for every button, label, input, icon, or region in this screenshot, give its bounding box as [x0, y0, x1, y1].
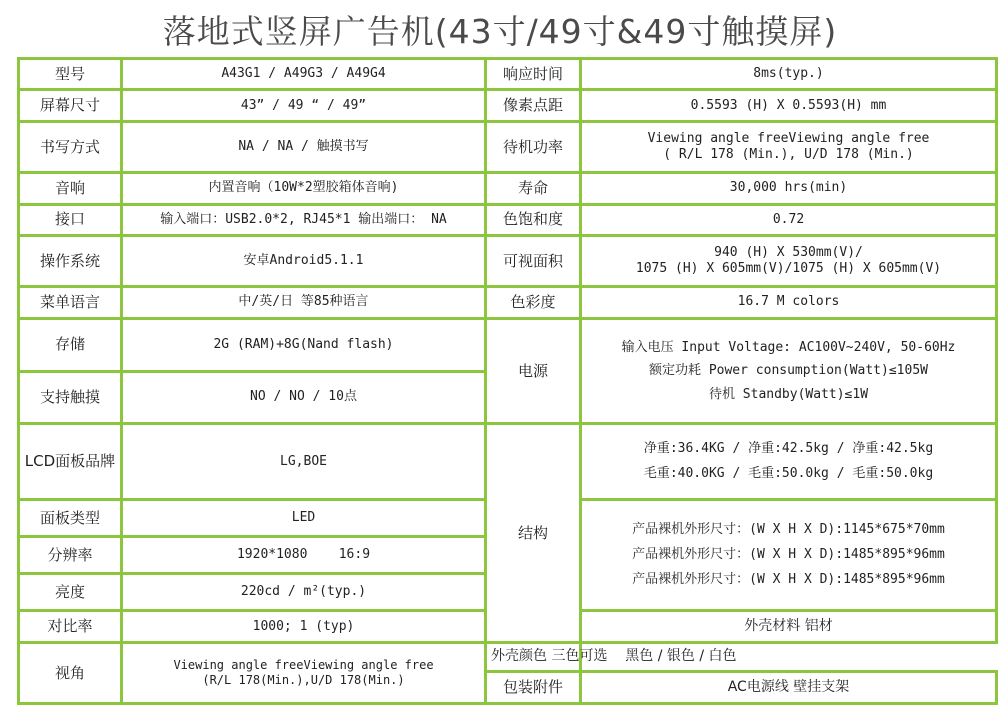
- panel-brand-value: LG,BOE: [122, 424, 486, 500]
- dimension-line-2: 产品裸机外形尺寸：(W X H X D):1485*895*96mm: [632, 546, 945, 562]
- table-row: [19, 318, 997, 371]
- storage-label: 存储: [19, 318, 122, 371]
- viewable-area-line-2: 1075 (H) X 605mm(V)/1075 (H) X 605mm(V): [635, 261, 942, 277]
- contrast-label: 对比率: [19, 611, 122, 642]
- standby-power-line-1: Viewing angle freeViewing angle free: [647, 130, 930, 146]
- viewable-area-value: [581, 235, 997, 286]
- brightness-value: 220cd / m²(typ.): [122, 574, 486, 611]
- shell-color-value: 外壳颜色 三色可选 黑色 / 银色 / 白色: [486, 642, 581, 672]
- panel-type-label: 面板类型: [19, 500, 122, 537]
- os-label: 操作系统: [19, 235, 122, 286]
- power-value: [581, 318, 997, 424]
- table-row: [19, 121, 997, 172]
- menu-language-value: 中/英/日 等85种语言: [122, 287, 486, 318]
- viewing-angle-line-1: Viewing angle freeViewing angle free: [173, 657, 434, 672]
- dimension-line-3: 产品裸机外形尺寸：(W X H X D):1485*895*96mm: [632, 571, 945, 587]
- material-value: 外壳材料 铝材: [581, 611, 997, 642]
- standby-power-label: 待机功率: [486, 121, 581, 172]
- net-weight: 净重:36.4KG / 净重:42.5kg / 净重:42.5kg: [643, 441, 934, 457]
- page-title: 落地式竖屏广告机(43寸/49寸&49寸触摸屏): [162, 12, 838, 51]
- contrast-value: 1000; 1 (typ): [122, 611, 486, 642]
- table-row: [19, 59, 997, 90]
- table-row: [19, 287, 997, 318]
- ports-label: 接口: [19, 204, 122, 235]
- resolution-label: 分辨率: [19, 537, 122, 574]
- brightness-label: 亮度: [19, 574, 122, 611]
- pixel-pitch-value: 0.5593 (H) X 0.5593(H) mm: [581, 90, 997, 121]
- dimension-line-1: 产品裸机外形尺寸：(W X H X D):1145*675*70mm: [632, 522, 945, 538]
- accessories-label: 包装附件: [486, 672, 581, 704]
- color-depth-label: 色彩度: [486, 287, 581, 318]
- touch-support-value: NO / NO / 10点: [122, 371, 486, 424]
- standby-power-line-2: ( R/L 178 (Min.), U/D 178 (Min.): [663, 146, 914, 162]
- screen-size-label: 屏幕尺寸: [19, 90, 122, 121]
- power-input-voltage: 输入电压 Input Voltage: AC100V~240V, 50-60Hz: [621, 339, 956, 355]
- accessories-value: AC电源线 壁挂支架: [581, 672, 997, 704]
- model-value: A43G1 / A49G3 / A49G4: [122, 59, 486, 90]
- dimensions-value: [581, 500, 997, 611]
- audio-label: 音响: [19, 173, 122, 204]
- panel-type-value: LED: [122, 500, 486, 537]
- pixel-pitch-label: 像素点距: [486, 90, 581, 121]
- os-value: 安卓Android5.1.1: [122, 235, 486, 286]
- viewing-angle-value: [122, 642, 486, 703]
- audio-value: 内置音响（10W*2塑胶箱体音响): [122, 173, 486, 204]
- model-label: 型号: [19, 59, 122, 90]
- viewable-area-line-1: 940 (H) X 530mm(V)/: [714, 244, 863, 260]
- color-depth-value: 16.7 M colors: [581, 287, 997, 318]
- weight-value: [581, 424, 997, 500]
- resolution-value: 1920*1080 16:9: [122, 537, 486, 574]
- writing-mode-value: NA / NA / 触摸书写: [122, 121, 486, 172]
- response-time-label: 响应时间: [486, 59, 581, 90]
- table-row: [19, 424, 997, 500]
- power-standby: 待机 Standby(Watt)≤1W: [708, 386, 869, 402]
- spec-table: [17, 57, 998, 705]
- viewable-area-label: 可视面积: [486, 235, 581, 286]
- table-row: [19, 90, 997, 121]
- lifespan-value: 30,000 hrs(min): [581, 173, 997, 204]
- table-row: [19, 204, 997, 235]
- color-saturation-label: 色饱和度: [486, 204, 581, 235]
- power-consumption: 额定功耗 Power consumption(Watt)≤105W: [649, 363, 928, 379]
- menu-language-label: 菜单语言: [19, 287, 122, 318]
- power-label: 电源: [486, 318, 581, 424]
- table-row: [19, 642, 997, 672]
- table-row: [19, 235, 997, 286]
- color-saturation-value: 0.72: [581, 204, 997, 235]
- viewing-angle-line-2: (R/L 178(Min.),U/D 178(Min.): [202, 672, 405, 687]
- gross-weight: 毛重:40.0KG / 毛重:50.0kg / 毛重:50.0kg: [643, 465, 934, 481]
- panel-brand-label: LCD面板品牌: [19, 424, 122, 500]
- structure-label: 结构: [486, 424, 581, 642]
- screen-size-value: 43” / 49 “ / 49”: [122, 90, 486, 121]
- storage-value: 2G (RAM)+8G(Nand flash): [122, 318, 486, 371]
- lifespan-label: 寿命: [486, 173, 581, 204]
- ports-value: 输入端口：USB2.0*2, RJ45*1 输出端口： NA: [122, 204, 486, 235]
- standby-power-value: [581, 121, 997, 172]
- touch-support-label: 支持触摸: [19, 371, 122, 424]
- writing-mode-label: 书写方式: [19, 121, 122, 172]
- viewing-angle-label: 视角: [19, 642, 122, 703]
- table-row: [19, 173, 997, 204]
- response-time-value: 8ms(typ.): [581, 59, 997, 90]
